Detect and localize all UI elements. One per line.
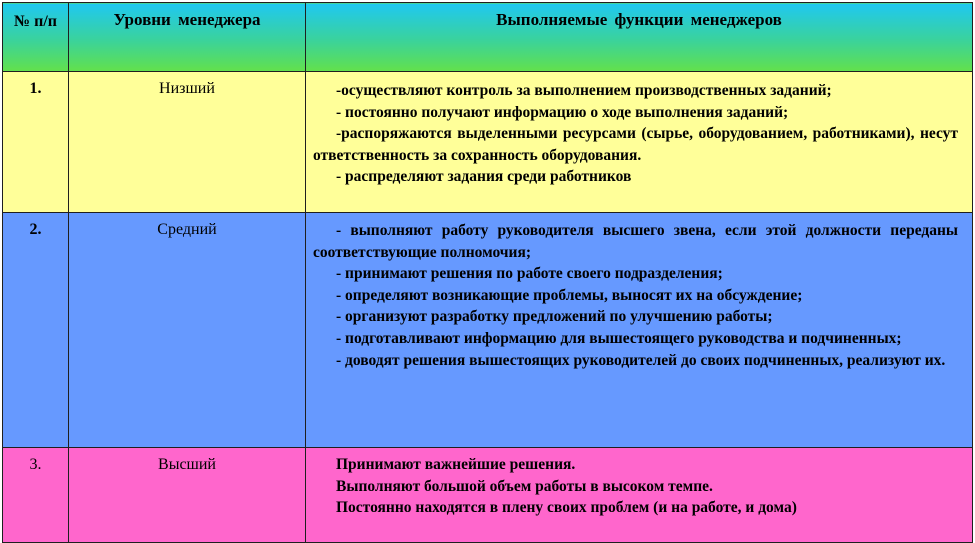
row-number: 1. (3, 72, 69, 213)
function-item: - определяют возникающие проблемы, выносят их на обсуждение; (336, 286, 803, 304)
function-item: Постоянно находятся в плену своих проблем (и на работе, и дома) (336, 499, 797, 517)
row-number: 2. (3, 213, 69, 448)
header-num-label: № п/п (14, 13, 57, 30)
header-functions (306, 3, 973, 72)
function-item: - постоянно получают информацию о ходе выполнения заданий; (336, 103, 789, 121)
row-functions (306, 448, 973, 543)
function-item: - подготавливают информацию для вышестоящего руководства и подчиненных; (336, 329, 902, 347)
function-item: Принимают важнейшие решения. (336, 456, 576, 473)
table-row-low (3, 72, 973, 213)
header-functions-label: Выполняемые функции менеджеров (496, 10, 782, 29)
row-level: Средний (69, 213, 306, 448)
function-item: - организуют разработку предложений по улучшению работы; (336, 308, 773, 326)
function-item: - доводят решения вышестоящих руководителей до своих подчиненных, реализуют их. (336, 351, 946, 369)
function-item: - распределяют задания среди работников (336, 168, 632, 186)
header-num (3, 3, 69, 72)
row-functions (306, 213, 973, 448)
managers-table (2, 2, 973, 543)
function-item: -осуществляют контроль за выполнением производственных заданий; (336, 82, 832, 99)
function-item: - выполняют работу руководителя высшего звена, если этой должности переданы соответствующие полномочия; (313, 222, 958, 261)
row-level: Высший (69, 448, 306, 543)
row-functions (306, 72, 973, 213)
row-level: Низший (69, 72, 306, 213)
table-row-high (3, 448, 973, 543)
function-item: Выполняют большой объем работы в высоком темпе. (336, 477, 713, 495)
header-level-label: Уровни менеджера (113, 10, 261, 29)
table-header-row (3, 3, 973, 72)
function-item: - принимают решения по работе своего подразделения; (336, 265, 723, 283)
function-item: -распоряжаются выделенными ресурсами (сырье, оборудованием, работниками), несут ответственность за сохранность оборудования. (313, 125, 958, 164)
header-level (69, 3, 306, 72)
table-row-mid (3, 213, 973, 448)
row-number: 3. (3, 448, 69, 543)
